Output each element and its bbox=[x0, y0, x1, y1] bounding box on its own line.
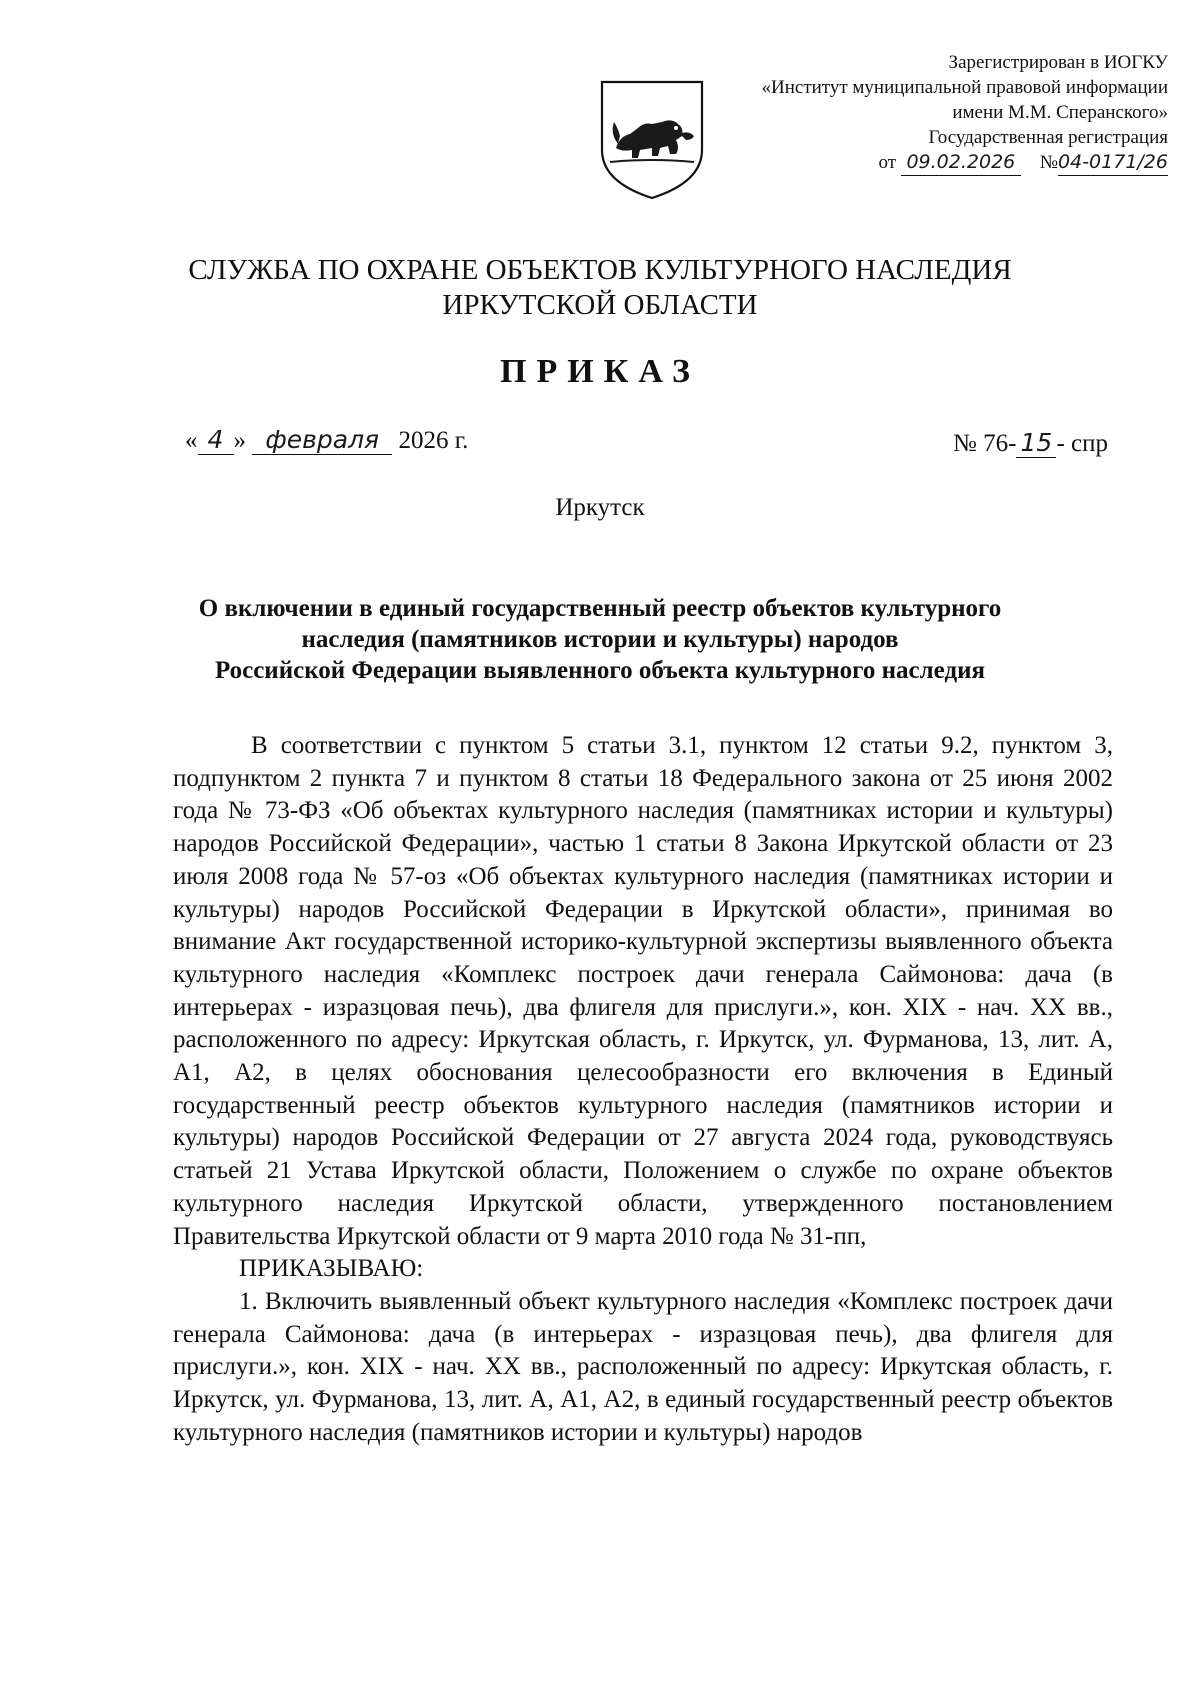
registration-number-value: 04-0171/26 bbox=[1058, 150, 1168, 176]
order-number-prefix: № 76- bbox=[953, 430, 1017, 457]
order-date-month: февраля bbox=[252, 425, 392, 455]
heading-line-1: О включении в единый государственный реестр объектов культурного bbox=[198, 595, 1002, 622]
heading-line-2: наследия (памятников истории и культуры) народов bbox=[301, 626, 899, 653]
organization-name bbox=[0, 253, 1200, 323]
city-name: Иркутск bbox=[555, 494, 645, 521]
registration-date-value: 09.02.2026 bbox=[901, 150, 1021, 176]
registration-line-3: имени М.М. Сперанского» bbox=[952, 102, 1168, 123]
heading-line-3: Российской Федерации выявленного объекта культурного наследия bbox=[214, 657, 986, 684]
registration-line-2: «Институт муниципальной правовой информации bbox=[761, 77, 1168, 98]
registration-number-prefix: № bbox=[1039, 152, 1058, 173]
order-number-suffix: - спр bbox=[1056, 430, 1108, 457]
preamble-paragraph: В соответствии с пунктом 5 статьи 3.1, пунктом 12 статьи 9.2, пунктом 3, подпунктом 2 пункта 7 и пунктом 8 статьи 18 Федерального закона от 25 июня 2002 года № 73-ФЗ «Об объектах культурного наследия (памятниках истории и культуры) народов Российской Федерации», частью 1 статьи 8 Закона Иркутской области от 23 июля 2008 года № 57-оз «Об объектах культурного наследия (памятниках истории и культуры) народов Российской Федерации в Иркутской области», принимая во внимание Акт государственной историко-культурной экспертизы выявленного объекта культурного наследия «Комплекс построек дачи генерала Саймонова: дача (в интерьерах - изразцовая печь), два флигеля для прислуги.», кон. XIX - нач. XX вв., расположенного по адресу: Иркутская область, г. Иркутск, ул. Фурманова, 13, лит. А, А1, А2, в целях обоснования целесообразности его включения в Единый государственный реестр объектов культурного наследия (памятников истории и культуры) народов Российской Федерации от 27 августа 2024 года, руководствуясь статьей 21 Устава Иркутской области, Положением о службе по охране объектов культурного наследия Иркутской области, утвержденного постановлением Правительства Иркутской области от 9 марта 2010 года № 31-пп, bbox=[173, 732, 1113, 1250]
registration-block bbox=[608, 50, 1168, 176]
order-date-close-quote: » bbox=[233, 427, 246, 454]
order-date-open-quote: « bbox=[185, 427, 198, 454]
organization-line-1: СЛУЖБА ПО ОХРАНЕ ОБЪЕКТОВ КУЛЬТУРНОГО НАСЛЕДИЯ bbox=[188, 254, 1012, 286]
order-heading bbox=[160, 593, 1040, 686]
order-date-day: 4 bbox=[198, 425, 234, 455]
order-body bbox=[173, 730, 1113, 1449]
registration-line-4: Государственная регистрация bbox=[928, 127, 1168, 148]
order-date-year: 2026 г. bbox=[398, 427, 469, 454]
order-number bbox=[953, 428, 1108, 458]
registration-date-prefix: от bbox=[878, 152, 897, 173]
organization-line-2: ИРКУТСКОЙ ОБЛАСТИ bbox=[442, 289, 758, 321]
order-date bbox=[185, 425, 468, 455]
registration-line-1: Зарегистрирован в ИОГКУ bbox=[948, 52, 1168, 73]
registration-date-number bbox=[608, 150, 1168, 176]
document-title: ПРИКАЗ bbox=[500, 353, 700, 390]
order-item-1: 1. Включить выявленный объект культурного наследия «Комплекс построек дачи генерала Саймонова: дача (в интерьерах - изразцовая печь), два флигеля для прислуги.», кон. XIX - нач. XX вв., расположенный по адресу: Иркутская область, г. Иркутск, ул. Фурманова, 13, лит. А, А1, А2, в единый государственный реестр объектов культурного наследия (памятников истории и культуры) народов bbox=[173, 1287, 1113, 1446]
order-word: ПРИКАЗЫВАЮ: bbox=[239, 1255, 424, 1283]
order-number-handwritten: 15 bbox=[1016, 428, 1056, 458]
